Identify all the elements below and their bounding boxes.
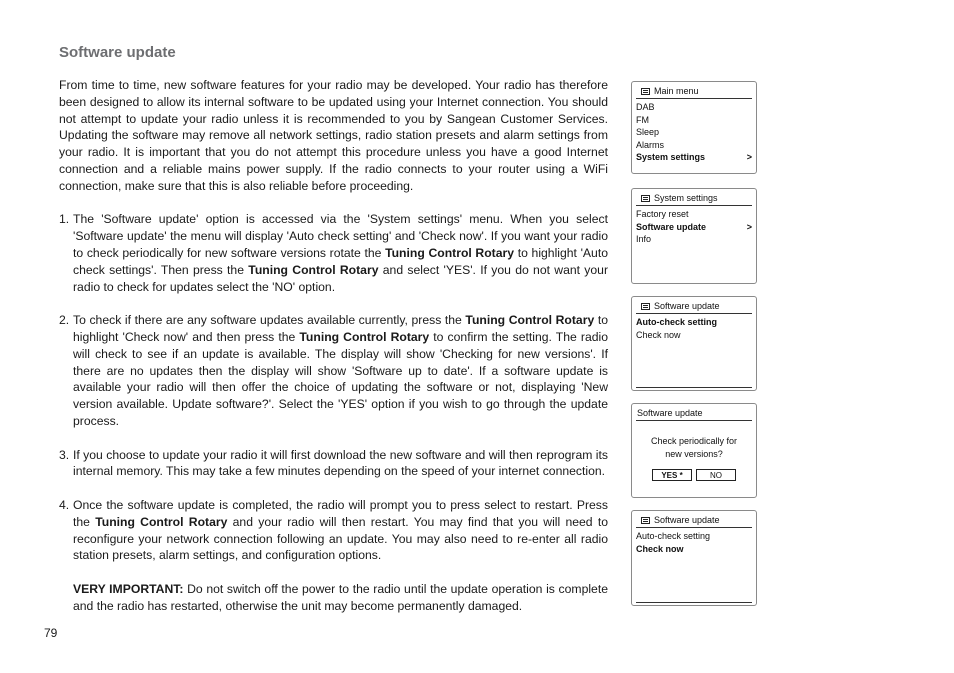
warning-note xyxy=(59,581,608,615)
step-number: 2. xyxy=(59,313,70,328)
step-number: 4. xyxy=(59,497,70,512)
screen-title-bar xyxy=(636,84,752,99)
screen-title: Software update xyxy=(654,514,720,525)
screen-system-settings xyxy=(631,188,757,284)
menu-icon xyxy=(641,517,650,524)
step-text: The 'Software update' option is accessed via the 'System settings' menu. When you select 'Software update' the menu will display 'Auto check setting' and 'Check now'. If you want your radio to check periodically for new software versions rotate the Tuning Control Rotary to highlight 'Auto check settings'. Then press the Tuning Control Rotary and select 'YES'. If you do not want your radio to check for updates select the 'NO' option. xyxy=(73,212,609,294)
step-4 xyxy=(59,497,608,564)
menu-icon xyxy=(641,195,650,202)
menu-item-dab[interactable]: DAB xyxy=(636,102,655,112)
menu-item-auto-check-setting[interactable]: Auto-check setting xyxy=(636,531,711,541)
step-1 xyxy=(59,211,608,295)
body-text xyxy=(59,77,608,631)
screen-title-bar xyxy=(636,513,752,528)
chevron-right-icon: > xyxy=(746,221,752,232)
menu-item-software-update[interactable]: Software update > xyxy=(636,221,752,232)
dialog-question: Check periodically for new versions? xyxy=(650,436,738,459)
menu-item-sleep[interactable]: Sleep xyxy=(636,127,660,138)
screen-title: Main menu xyxy=(654,85,699,96)
divider xyxy=(636,387,752,388)
yes-button[interactable]: YES * xyxy=(652,469,692,481)
step-text: Once the software update is completed, the radio will prompt you to press select to restart. Press the Tuning Control Rotary and your radio will then restart. You may find that you will need to reconfigure your network connection following an update. You may also need to re-enter all radio station presets, alarm settings, and configuration options. xyxy=(73,497,608,563)
warning-text: Do not switch off the power to the radio until the update operation is complete and the radio has restarted, otherwise the unit may become permanently damaged. xyxy=(73,581,608,613)
intro-paragraph: From time to time, new software features for your radio may be developed. Your radio has therefore been designed to allow its internal software to be updated using your Internet connection. You should not attempt to update your radio unless it is recommended to you by Sangean Customer Services. Updating the software may remove all network settings, radio station presets and alarm settings from your radio. It is important that you do not attempt this procedure unless you have a good Internet connection and a reliable mains power supply. If the radio connects to your router using a WiFi connection, make sure that this is also reliable before proceeding. xyxy=(59,78,608,193)
screen-title: System settings xyxy=(654,192,718,203)
menu-item-alarms[interactable]: Alarms xyxy=(636,139,665,150)
menu-icon xyxy=(641,303,650,310)
selected-marker-icon: * xyxy=(679,471,683,480)
step-3 xyxy=(59,447,608,481)
menu-item-system-settings[interactable]: System settings > xyxy=(636,152,752,163)
divider xyxy=(636,602,752,603)
screen-title: Software update xyxy=(654,300,720,311)
menu-item-check-now[interactable]: Check now xyxy=(636,543,684,554)
page-title: Software update xyxy=(59,44,176,61)
screen-title-bar xyxy=(636,191,752,206)
step-number: 1. xyxy=(59,212,70,227)
no-button[interactable]: NO xyxy=(696,469,736,481)
step-number: 3. xyxy=(59,447,70,462)
screen-main-menu xyxy=(631,81,757,174)
menu-item-check-now[interactable]: Check now xyxy=(636,329,681,340)
menu-item-factory-reset[interactable]: Factory reset xyxy=(636,209,689,219)
screen-software-update-auto xyxy=(631,296,757,391)
chevron-right-icon: > xyxy=(746,152,752,163)
menu-item-info[interactable]: Info xyxy=(636,234,652,245)
step-text: To check if there are any software updates available currently, press the Tuning Control Rotary to highlight 'Check now' and then press the Tuning Control Rotary to confirm the setting. The radio will check to see if an update is available. The display will show 'Checking for new versions'. If there are no updates then the display will show 'Software up to date'. If a software update is available your radio will then offer the choice of updating the software or not, displaying 'New version available. Update software?'. Select the 'YES' option if you wish to go through the update process. xyxy=(73,313,608,428)
menu-item-fm[interactable]: FM xyxy=(636,114,649,125)
warning-label: VERY IMPORTANT: xyxy=(73,581,184,596)
screen-check-periodically-dialog xyxy=(631,403,757,498)
screen-software-update-check-now xyxy=(631,510,757,606)
menu-icon xyxy=(641,88,650,95)
screen-title-bar xyxy=(636,406,752,421)
menu-item-auto-check-setting[interactable]: Auto-check setting xyxy=(636,317,718,327)
step-2 xyxy=(59,312,608,430)
page-number: 79 xyxy=(44,626,58,640)
screen-title: Software update xyxy=(637,407,703,418)
step-text: If you choose to update your radio it will first download the new software and will then reprogram its internal memory. This may take a few minutes depending on the speed of your internet connection. xyxy=(73,447,608,479)
screen-title-bar xyxy=(636,299,752,314)
